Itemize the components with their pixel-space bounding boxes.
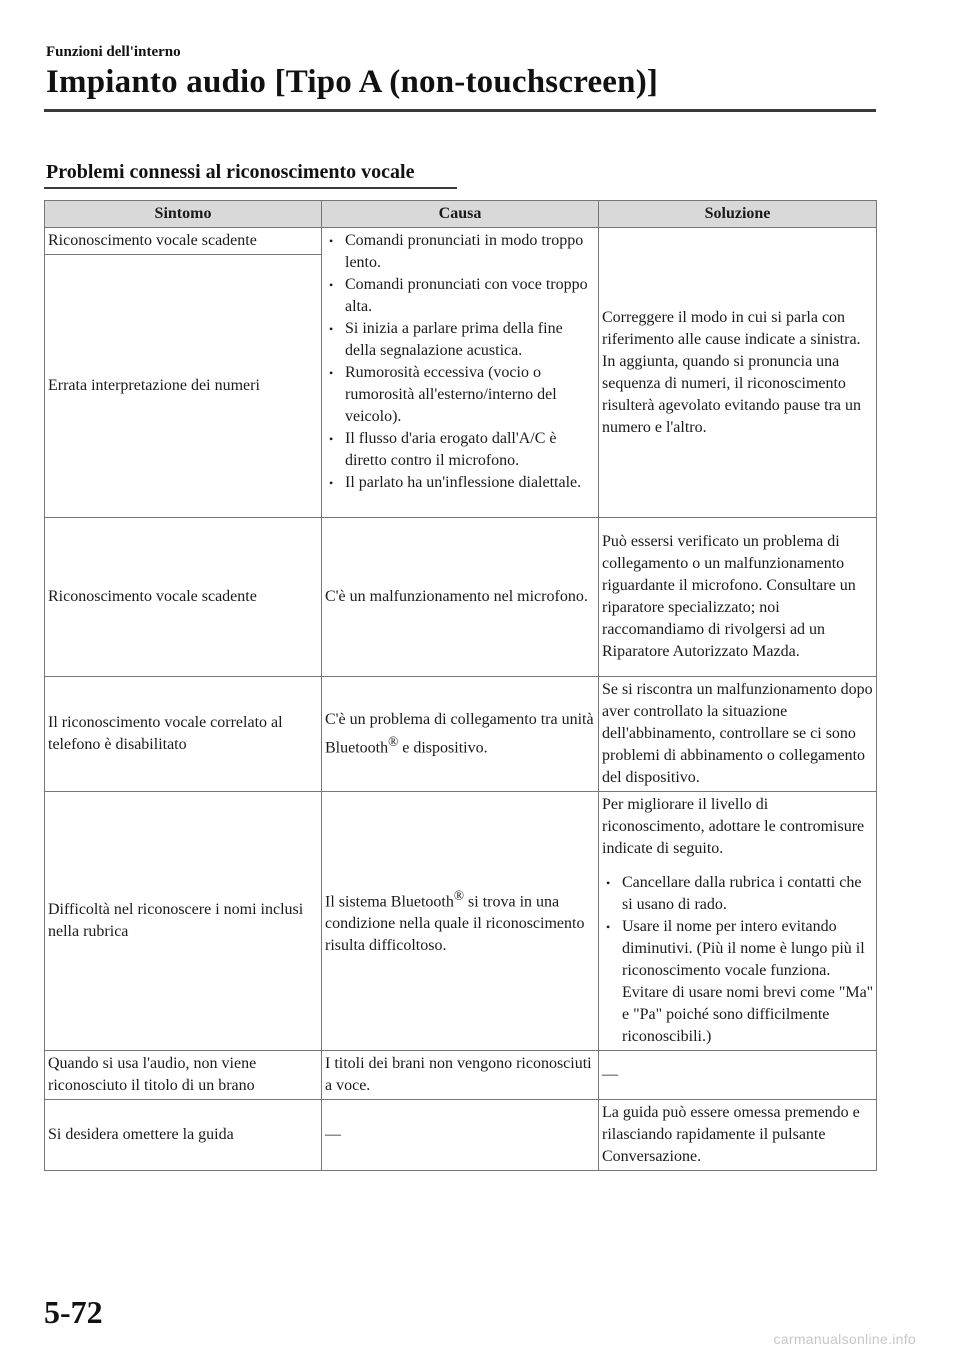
solution-intro: Per migliorare il livello di riconoscimento, adottare le contromisure indicate di seguito.	[602, 796, 865, 857]
list-item: • Il flusso d'aria erogato dall'A/C è diretto contro il microfono.	[325, 428, 596, 472]
symptom-cell: Quando si usa l'audio, non viene riconosciuto il titolo di un brano	[45, 1051, 322, 1100]
list-item: • Il parlato ha un'inflessione dialettale.	[325, 472, 596, 494]
cause-text: si trova in una condizione nella quale il riconoscimento risulta difficoltoso.	[325, 893, 585, 955]
list-item: • Cancellare dalla rubrica i contatti che si usano di rado.	[602, 872, 874, 916]
symptom-cell: Riconoscimento vocale scadente	[45, 228, 322, 255]
table-row	[45, 518, 877, 677]
symptom-cell: Il riconoscimento vocale correlato al telefono è disabilitato	[45, 677, 322, 792]
list-item: • Comandi pronunciati con voce troppo alta.	[325, 274, 596, 318]
list-item: • Usare il nome per intero evitando diminutivi. (Più il nome è lungo più il riconoscimento vocale funziona. Evitare di usare nomi brevi come "Ma" e "Pa" poiché sono difficilmente riconoscibili.)	[602, 916, 874, 1048]
troubleshooting-table	[44, 200, 877, 1171]
cause-text: C'è un problema di collegamento tra unità Bluetooth	[325, 710, 594, 757]
cause-cell: —	[322, 1100, 599, 1171]
cause-cell: I titoli dei brani non vengono riconosciuti a voce.	[322, 1051, 599, 1100]
solution-cell: La guida può essere omessa premendo e rilasciando rapidamente il pulsante Conversazione.	[599, 1100, 877, 1171]
running-header-title: Impianto audio [Tipo A (non-touchscreen)]	[46, 64, 659, 100]
symptom-cell: Si desidera omettere la guida	[45, 1100, 322, 1171]
list-item: • Si inizia a parlare prima della fine della segnalazione acustica.	[325, 318, 596, 362]
cause-cell	[322, 228, 599, 518]
solution-list	[602, 872, 874, 1048]
symptom-cell: Difficoltà nel riconoscere i nomi inclusi nella rubrica	[45, 792, 322, 1051]
column-header-cause: Causa	[322, 201, 599, 228]
table-row	[45, 677, 877, 792]
solution-cell: Correggere il modo in cui si parla con riferimento alle cause indicate a sinistra. In aggiunta, quando si pronuncia una sequenza di numeri, il riconoscimento risulterà agevolato evitando pause tra un numero e l'altro.	[599, 228, 877, 518]
cause-text: Il sistema Bluetooth	[325, 893, 454, 911]
solution-cell	[599, 792, 877, 1051]
list-item: • Comandi pronunciati in modo troppo lento.	[325, 230, 596, 274]
column-header-symptom: Sintomo	[45, 201, 322, 228]
page-number: 5-72	[44, 1294, 103, 1330]
column-header-solution: Soluzione	[599, 201, 877, 228]
list-item: • Rumorosità eccessiva (vocio o rumorosità all'esterno/interno del veicolo).	[325, 362, 596, 428]
registered-mark: ®	[453, 887, 465, 903]
table-row	[45, 228, 877, 255]
solution-cell: Può essersi verificato un problema di collegamento o un malfunzionamento riguardante il microfono. Consultare un riparatore specializzato; noi raccomandiamo di rivolgersi ad un Riparatore Autorizzato Mazda.	[599, 518, 877, 677]
watermark: carmanualsonline.info	[773, 1331, 916, 1347]
table-row	[45, 1100, 877, 1171]
registered-mark: ®	[388, 733, 399, 749]
section-title: Problemi connessi al riconoscimento vocale	[46, 161, 415, 183]
table-header-row	[45, 201, 877, 228]
table-row	[45, 792, 877, 1051]
running-header-section: Funzioni dell'interno	[46, 44, 181, 60]
cause-list	[325, 230, 596, 494]
cause-cell: C'è un malfunzionamento nel microfono.	[322, 518, 599, 677]
symptom-cell: Errata interpretazione dei numeri	[45, 255, 322, 518]
cause-cell	[322, 792, 599, 1051]
header-divider	[44, 109, 876, 112]
solution-cell: Se si riscontra un malfunzionamento dopo aver controllato la situazione dell'abbinamento, controllare se ci sono problemi di abbinamento o collegamento del dispositivo.	[599, 677, 877, 792]
cause-cell	[322, 677, 599, 792]
symptom-cell: Riconoscimento vocale scadente	[45, 518, 322, 677]
section-title-underline	[44, 187, 457, 189]
solution-cell: —	[599, 1051, 877, 1100]
table-row	[45, 1051, 877, 1100]
cause-text: e dispositivo.	[398, 739, 488, 757]
